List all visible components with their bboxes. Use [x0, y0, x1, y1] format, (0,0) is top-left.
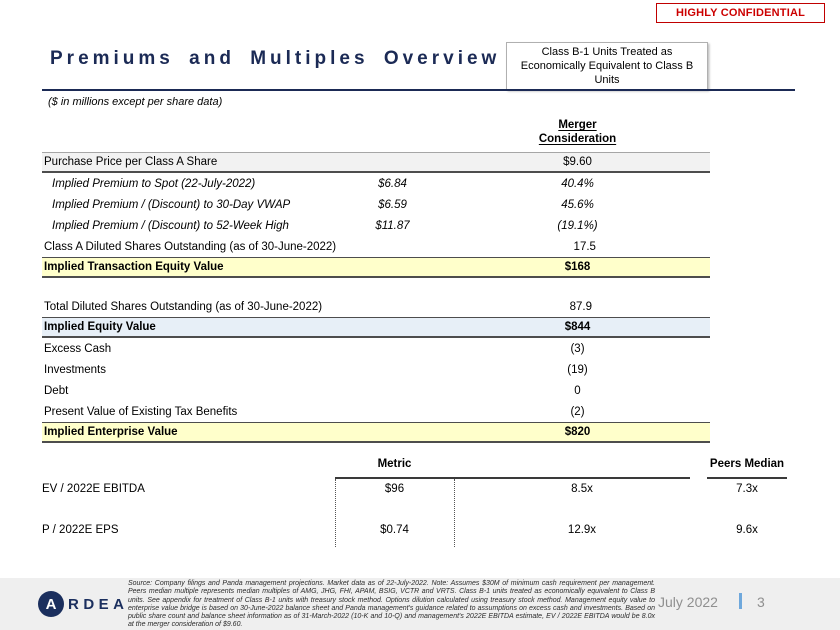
row-label: Implied Premium to Spot (22-July-2022)	[52, 177, 256, 190]
note-box: Class B-1 Units Treated as Economically Equivalent to Class B Units	[506, 42, 708, 90]
merger-consideration-header	[475, 116, 680, 152]
row-right-value: $168	[564, 261, 591, 273]
page-number-divider	[739, 593, 742, 609]
multiple-value: 12.9x	[567, 524, 597, 536]
row-label: Purchase Price per Class A Share	[44, 156, 218, 168]
table-row	[42, 173, 710, 194]
title-divider	[42, 89, 795, 91]
metric-header: Metric	[377, 458, 412, 470]
row-label: Implied Equity Value	[44, 321, 156, 333]
row-label: Total Diluted Shares Outstanding (as of 30-June-2022)	[44, 300, 323, 313]
row-label: Debt	[44, 384, 69, 397]
row-right-value: 40.4%	[561, 177, 594, 190]
multiple-value: 8.5x	[571, 483, 593, 495]
row-right-value: 17.5	[573, 240, 596, 253]
row-mid-value: $6.59	[378, 198, 407, 211]
row-right-value: (19)	[567, 363, 588, 376]
multiples-table	[42, 458, 795, 553]
table-row-implied-equity-value	[42, 317, 710, 338]
table-row	[42, 401, 710, 422]
row-mid-value: $11.87	[375, 219, 410, 232]
source-footnote: Source: Company filings and Panda management projections. Market data as of 22-July-2022. Note: Assumes $30M of minimum cash requirement per management. Peers median multiple represents median multiples of AMG, JHG, FHI, APAM, BSIG, VCTR and VRTS. Class B-1 units treated as economically equivalent to Class B units. See appendix for treatment of Class B-1 units with treasury stock method. Options dilution calculated using treasury stock method. Management equity value to enterprise value bridge is based on 30-June-2022 balance sheet and Panda management's guidance related to assumptions on excess cash and investments. Based on public share count and balance sheet information as of 31-March-2022 (10-K and 10-Q) and management's 2022E EBITDA estimate, EV / 2022E EBITDA would be 8.0x at the merger consideration of $9.60.	[128, 580, 655, 629]
metric-value: $0.74	[380, 524, 409, 536]
row-label: Implied Premium / (Discount) to 30-Day VWAP	[52, 198, 291, 211]
table-row	[42, 215, 710, 236]
peers-underline	[707, 477, 787, 479]
page-title: Premiums and Multiples Overview	[50, 48, 501, 69]
table-row-implied-enterprise-value	[42, 422, 710, 443]
table-row	[42, 236, 710, 257]
table-row	[42, 194, 710, 215]
header-line2: Consideration	[538, 133, 617, 145]
row-right-value: 87.9	[569, 300, 593, 313]
confidential-badge: HIGHLY CONFIDENTIAL	[656, 3, 825, 23]
logo-wordmark: RDEA	[68, 595, 129, 613]
table-header-row	[42, 116, 710, 152]
metric-underline	[335, 477, 690, 479]
table-row	[42, 152, 710, 173]
table-row	[42, 359, 710, 380]
row-label: Implied Transaction Equity Value	[44, 261, 224, 273]
logo-circle-icon: A	[38, 591, 64, 617]
table-row	[42, 380, 710, 401]
row-mid-value: $6.84	[378, 177, 407, 190]
page-number: 3	[757, 594, 765, 610]
row-right-value: (2)	[570, 405, 585, 418]
header-line1: Merger	[558, 119, 597, 131]
multiples-row-label: P / 2022E EPS	[42, 524, 119, 536]
row-right-value: (19.1%)	[557, 219, 598, 232]
row-right-value: $820	[564, 426, 591, 438]
row-label: Present Value of Existing Tax Benefits	[44, 405, 238, 418]
valuation-table	[42, 116, 710, 443]
row-right-value: 0	[574, 384, 581, 397]
peers-median-value: 9.6x	[736, 524, 758, 536]
multiples-row-label: EV / 2022E EBITDA	[42, 483, 145, 495]
row-label: Investments	[44, 363, 106, 376]
metric-value: $96	[384, 483, 405, 495]
row-right-value: $844	[564, 321, 591, 333]
peers-median-header: Peers Median	[709, 458, 785, 470]
peers-median-value: 7.3x	[736, 483, 758, 495]
table-row	[42, 338, 710, 359]
table-row	[42, 296, 710, 317]
table-gap	[42, 278, 710, 296]
table-row-implied-transaction-equity-value	[42, 257, 710, 278]
units-subtitle: ($ in millions except per share data)	[48, 96, 223, 108]
row-right-value: $9.60	[563, 156, 592, 168]
row-right-value: (3)	[570, 342, 585, 355]
row-label: Implied Premium / (Discount) to 52-Week High	[52, 219, 289, 232]
footer-date: July 2022	[658, 594, 718, 610]
row-label: Implied Enterprise Value	[44, 426, 178, 438]
row-label: Excess Cash	[44, 342, 112, 355]
row-label: Class A Diluted Shares Outstanding (as of 30-June-2022)	[44, 240, 337, 253]
row-right-value: 45.6%	[561, 198, 594, 211]
ardea-logo	[38, 591, 129, 617]
